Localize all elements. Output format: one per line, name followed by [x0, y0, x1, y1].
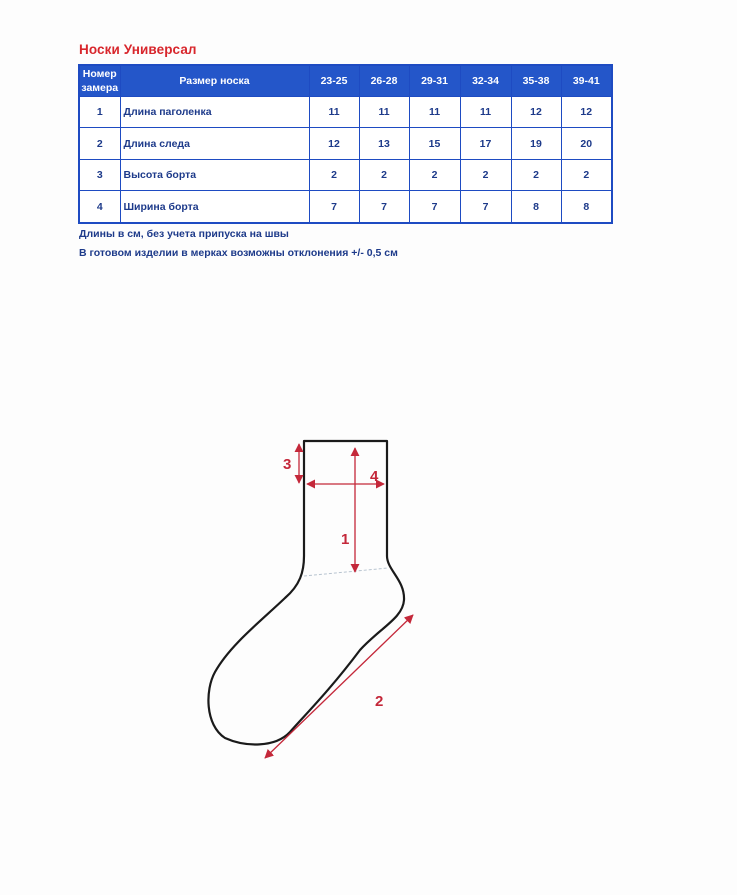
- table-cell: 2: [409, 159, 460, 190]
- table-cell: 20: [561, 128, 612, 159]
- dimension-label-2: 2: [375, 693, 384, 710]
- table-cell: 11: [359, 97, 409, 128]
- table-cell: 15: [409, 128, 460, 159]
- header-size: 26-28: [359, 65, 409, 97]
- table-cell: 11: [309, 97, 359, 128]
- row-param: Высота борта: [120, 159, 309, 190]
- table-cell: 2: [460, 159, 511, 190]
- table-cell: 19: [511, 128, 561, 159]
- header-size: 29-31: [409, 65, 460, 97]
- header-size: 23-25: [309, 65, 359, 97]
- dimension-label-4: 4: [370, 468, 379, 485]
- table-cell: 17: [460, 128, 511, 159]
- table-cell: 7: [309, 191, 359, 223]
- row-param: Длина паголенка: [120, 97, 309, 128]
- dimension-label-1: 1: [341, 531, 350, 548]
- table-cell: 8: [561, 191, 612, 223]
- table-cell: 12: [511, 97, 561, 128]
- table-cell: 12: [561, 97, 612, 128]
- header-size: 32-34: [460, 65, 511, 97]
- table-cell: 8: [511, 191, 561, 223]
- table-cell: 2: [561, 159, 612, 190]
- table-cell: 2: [309, 159, 359, 190]
- header-size: 35-38: [511, 65, 561, 97]
- table-cell: 11: [460, 97, 511, 128]
- table-cell: 7: [409, 191, 460, 223]
- header-number-line2: замера: [81, 82, 119, 94]
- table-cell: 7: [359, 191, 409, 223]
- header-param: Размер носка: [120, 65, 309, 97]
- page-title: Носки Универсал: [79, 42, 197, 57]
- table-cell: 12: [309, 128, 359, 159]
- table-cell: 11: [409, 97, 460, 128]
- note-units: Длины в см, без учета припуска на швы: [79, 228, 289, 240]
- ankle-line: [304, 568, 388, 576]
- header-size: 39-41: [561, 65, 612, 97]
- note-tolerance: В готовом изделии в мерках возможны отклонения +/- 0,5 см: [79, 247, 398, 259]
- row-number: 3: [79, 159, 120, 190]
- table-cell: 13: [359, 128, 409, 159]
- row-param: Длина следа: [120, 128, 309, 159]
- table-cell: 7: [460, 191, 511, 223]
- row-number: 2: [79, 128, 120, 159]
- table-cell: 2: [511, 159, 561, 190]
- row-number: 1: [79, 97, 120, 128]
- row-param: Ширина борта: [120, 191, 309, 223]
- header-number-line1: Номер: [82, 68, 117, 80]
- dimension-arrow-2: [265, 615, 413, 758]
- table-cell: 2: [359, 159, 409, 190]
- row-number: 4: [79, 191, 120, 223]
- dimension-label-3: 3: [283, 456, 292, 473]
